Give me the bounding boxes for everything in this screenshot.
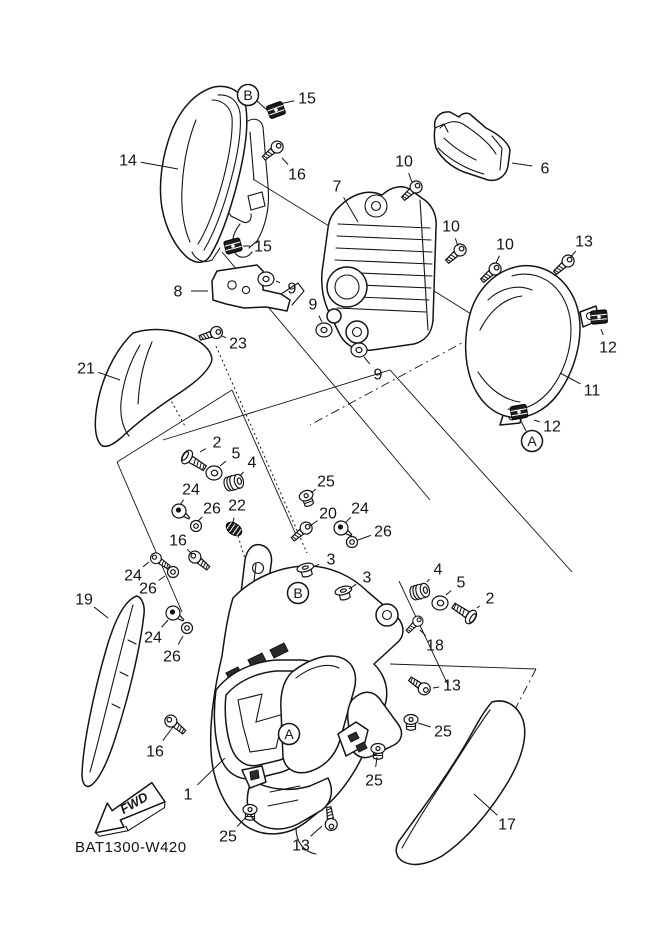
part-label-2[interactable]: [477, 591, 495, 609]
svg-text:4: 4: [247, 454, 257, 472]
part-label-16[interactable]: [282, 158, 306, 184]
screw-part-13: [323, 806, 338, 831]
part-label-26[interactable]: [139, 576, 165, 598]
part-label-10[interactable]: [395, 154, 413, 183]
button-part-24: [169, 501, 193, 524]
svg-text:15: 15: [298, 90, 316, 108]
part-11-side-cover-right: [466, 266, 599, 425]
svg-text:19: 19: [75, 591, 93, 609]
part-label-24[interactable]: [144, 620, 168, 647]
callout-B[interactable]: [288, 583, 309, 604]
svg-text:12: 12: [543, 418, 561, 436]
grommet-part-9: [316, 323, 332, 337]
washer-sm-part-26: [168, 567, 179, 578]
part-label-12[interactable]: [599, 329, 617, 357]
part-label-16[interactable]: [146, 727, 173, 761]
svg-text:13: 13: [443, 677, 461, 695]
diagram-code: BAT1300-W420: [75, 839, 187, 856]
fwd-badge-text: FWD: [117, 789, 151, 817]
svg-text:25: 25: [219, 828, 237, 846]
part-label-25[interactable]: [418, 723, 452, 741]
screw-part-10: [443, 242, 468, 267]
fwd-badge: [86, 779, 169, 844]
button-part-24: [163, 603, 187, 626]
part-label-15[interactable]: [243, 239, 272, 256]
part-label-26[interactable]: [358, 524, 392, 541]
part-7-headlight-unit: [322, 187, 436, 351]
part-label-23[interactable]: [222, 336, 247, 353]
svg-text:13: 13: [292, 837, 310, 855]
part-label-16[interactable]: [169, 533, 192, 555]
svg-text:16: 16: [146, 743, 164, 761]
svg-text:18: 18: [426, 637, 444, 655]
svg-text:26: 26: [139, 580, 157, 598]
washer-sm-part-26: [191, 521, 202, 532]
part-label-5[interactable]: [220, 446, 241, 467]
svg-text:22: 22: [228, 497, 246, 515]
svg-text:10: 10: [395, 153, 413, 171]
svg-text:12: 12: [599, 339, 617, 357]
clip-part-12: [590, 310, 607, 324]
part-19-trim-left: [82, 596, 144, 786]
part-label-19[interactable]: [75, 592, 108, 619]
svg-text:3: 3: [362, 569, 372, 587]
svg-text:24: 24: [144, 629, 162, 647]
svg-text:13: 13: [575, 233, 593, 251]
part-label-26[interactable]: [163, 636, 183, 666]
part-label-25[interactable]: [219, 815, 248, 846]
ribclip-part-22: [224, 520, 244, 539]
svg-text:9: 9: [308, 296, 318, 314]
grommet-part-9: [258, 272, 274, 286]
svg-text:1: 1: [183, 786, 193, 804]
collar-part-4: [408, 582, 431, 602]
part-label-8[interactable]: [174, 284, 208, 301]
svg-text:2: 2: [212, 434, 222, 452]
svg-text:26: 26: [374, 523, 392, 541]
part-label-20[interactable]: [310, 506, 337, 527]
part-label-10[interactable]: [442, 219, 460, 247]
screw-part-23: [198, 325, 224, 344]
part-label-13[interactable]: [433, 678, 461, 695]
washer-lg-part-5: [206, 466, 222, 480]
part-label-18[interactable]: [420, 630, 444, 655]
svg-text:25: 25: [317, 473, 335, 491]
part-label-9[interactable]: [309, 297, 322, 323]
part-21-front-cover-left: [95, 330, 211, 447]
bolt-part-2: [179, 448, 209, 474]
washer-sm-part-26: [182, 623, 193, 634]
svg-text:26: 26: [203, 500, 221, 518]
bolt-part-2: [449, 599, 479, 625]
screw-part-13: [551, 253, 576, 278]
washer-lg-part-5: [432, 596, 448, 610]
part-label-4[interactable]: [427, 562, 443, 583]
screw-part-16: [162, 713, 188, 737]
svg-text:A: A: [527, 433, 537, 449]
part-label-5[interactable]: [446, 575, 466, 596]
svg-text:26: 26: [163, 648, 181, 666]
part-6-upper-cover: [434, 112, 510, 180]
part-14-side-cover-left: [160, 86, 268, 262]
screw-part-20: [289, 520, 315, 544]
svg-text:B: B: [243, 87, 253, 103]
svg-text:24: 24: [124, 567, 142, 585]
svg-text:10: 10: [442, 218, 460, 236]
svg-text:23: 23: [229, 335, 247, 353]
svg-text:21: 21: [77, 360, 95, 378]
part-label-24[interactable]: [180, 482, 200, 506]
svg-text:16: 16: [288, 166, 306, 184]
svg-text:14: 14: [119, 152, 137, 170]
dome-part-25: [371, 744, 385, 760]
svg-text:9: 9: [373, 366, 383, 384]
svg-text:17: 17: [498, 816, 516, 834]
svg-text:25: 25: [434, 723, 452, 741]
part-label-15[interactable]: [266, 91, 316, 108]
part-label-2[interactable]: [200, 435, 222, 453]
part-label-26[interactable]: [198, 501, 221, 522]
grommet-part-9: [351, 343, 367, 357]
svg-text:10: 10: [496, 236, 514, 254]
svg-text:B: B: [293, 585, 303, 601]
svg-text:16: 16: [169, 532, 187, 550]
part-label-25[interactable]: [365, 757, 383, 790]
svg-text:4: 4: [433, 561, 443, 579]
svg-text:24: 24: [351, 500, 369, 518]
clip-part-12: [510, 404, 528, 420]
part-label-10[interactable]: [496, 237, 514, 264]
part-label-9[interactable]: [364, 357, 383, 384]
svg-text:20: 20: [319, 505, 337, 523]
collar-part-4: [222, 473, 245, 493]
screw-part-13: [406, 674, 432, 697]
washer-sm-part-26: [347, 537, 358, 548]
clip-part-15: [224, 238, 243, 255]
part-label-13[interactable]: [570, 234, 593, 259]
callout-A[interactable]: [279, 724, 300, 745]
svg-text:25: 25: [365, 772, 383, 790]
svg-text:5: 5: [231, 445, 241, 463]
svg-text:11: 11: [583, 382, 601, 400]
part-label-22[interactable]: [228, 498, 246, 523]
part-label-4[interactable]: [240, 455, 257, 477]
svg-text:2: 2: [485, 590, 495, 608]
part-label-3[interactable]: [313, 552, 336, 569]
svg-text:5: 5: [456, 574, 466, 592]
svg-text:24: 24: [182, 481, 200, 499]
svg-text:6: 6: [540, 160, 550, 178]
dome-part-25: [404, 715, 418, 731]
callout-A[interactable]: [520, 419, 543, 452]
svg-text:9: 9: [287, 280, 297, 298]
part-label-6[interactable]: [512, 161, 550, 178]
svg-text:8: 8: [173, 283, 183, 301]
svg-text:15: 15: [254, 238, 272, 256]
svg-text:7: 7: [332, 178, 342, 196]
part-label-25[interactable]: [311, 474, 335, 494]
svg-text:3: 3: [326, 551, 336, 569]
part-label-24[interactable]: [345, 501, 369, 524]
svg-text:A: A: [284, 726, 294, 742]
